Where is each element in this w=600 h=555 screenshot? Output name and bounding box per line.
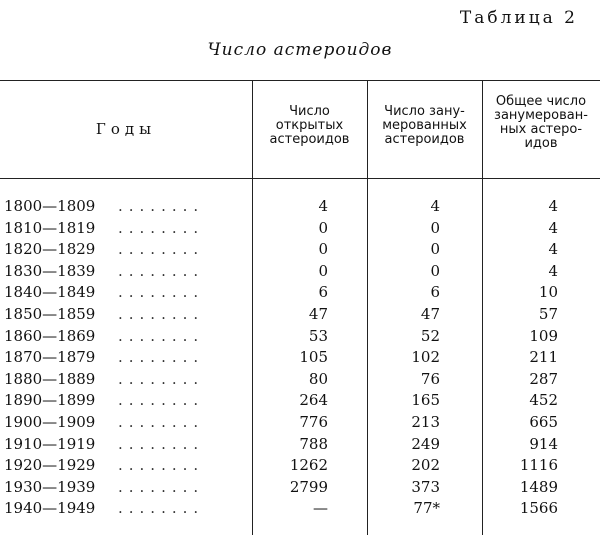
table-row: [0, 304, 600, 326]
table-row: [0, 261, 600, 283]
numbered-cell: 52: [420, 326, 440, 345]
leader-dots: ........: [118, 391, 205, 410]
leader-dots: ........: [118, 499, 205, 518]
discovered-cell: 47: [308, 304, 328, 323]
table-row: [0, 455, 600, 477]
table-row: [0, 282, 600, 304]
total-cell: 1489: [519, 477, 558, 496]
discovered-cell: —: [313, 499, 328, 518]
header-rule: [0, 178, 600, 179]
years-cell: 1820—1829: [4, 240, 96, 259]
numbered-cell: 4: [430, 197, 440, 215]
leader-dots: ........: [118, 240, 205, 259]
total-cell: 4: [548, 218, 558, 237]
years-cell: 1900—1909: [4, 412, 96, 431]
years-cell: 1800—1809: [4, 197, 96, 215]
numbered-cell: 76: [420, 369, 440, 388]
total-cell: 4: [548, 261, 558, 280]
total-cell: 57: [538, 304, 558, 323]
years-cell: 1860—1869: [4, 326, 96, 345]
discovered-cell: 80: [308, 369, 328, 388]
leader-dots: ........: [118, 477, 205, 496]
leader-dots: ........: [118, 218, 205, 237]
discovered-cell: 2799: [289, 477, 328, 496]
total-cell: 287: [529, 369, 558, 388]
table-row: [0, 369, 600, 391]
table-body: [0, 196, 600, 520]
total-cell: 4: [548, 197, 558, 215]
top-rule: [0, 80, 600, 81]
total-cell: 211: [529, 348, 558, 367]
header-discovered: Число открытых астероидов: [269, 104, 350, 147]
numbered-cell: 249: [411, 434, 440, 453]
table-row: [0, 434, 600, 456]
table-row: [0, 477, 600, 499]
leader-dots: ........: [118, 261, 205, 280]
years-cell: 1930—1939: [4, 477, 96, 496]
leader-dots: ........: [118, 369, 205, 388]
table-caption: Число астероидов: [207, 40, 393, 60]
years-cell: 1890—1899: [4, 391, 96, 410]
table-row: [0, 347, 600, 369]
discovered-cell: 1262: [289, 456, 328, 475]
numbered-cell: 0: [430, 261, 440, 280]
numbered-cell: 102: [411, 348, 440, 367]
years-cell: 1880—1889: [4, 369, 96, 388]
discovered-cell: 6: [318, 283, 328, 302]
discovered-cell: 776: [299, 412, 328, 431]
total-cell: 4: [548, 240, 558, 259]
leader-dots: ........: [118, 434, 205, 453]
header-total-numbered: Общее число занумерован- ных астеро- идов: [494, 94, 588, 151]
discovered-cell: 0: [318, 261, 328, 280]
table-row: [0, 412, 600, 434]
total-cell: 665: [529, 412, 558, 431]
total-cell: 109: [529, 326, 558, 345]
table-number-label: Таблица 2: [459, 8, 578, 28]
table-row: [0, 326, 600, 348]
total-cell: 452: [529, 391, 558, 410]
header-numbered: Число зану- мерованных астероидов: [382, 104, 467, 147]
leader-dots: ........: [118, 326, 205, 345]
years-cell: 1830—1839: [4, 261, 96, 280]
years-cell: 1840—1849: [4, 283, 96, 302]
years-cell: 1850—1859: [4, 304, 96, 323]
leader-dots: ........: [118, 304, 205, 323]
years-cell: 1910—1919: [4, 434, 96, 453]
table-row: [0, 239, 600, 261]
years-cell: 1810—1819: [4, 218, 96, 237]
leader-dots: ........: [118, 348, 205, 367]
numbered-cell: 165: [411, 391, 440, 410]
leader-dots: ........: [118, 456, 205, 475]
leader-dots: ........: [118, 283, 205, 302]
discovered-cell: 0: [318, 218, 328, 237]
years-cell: 1940—1949: [4, 499, 96, 518]
years-cell: 1920—1929: [4, 456, 96, 475]
numbered-cell: 6: [430, 283, 440, 302]
total-cell: 10: [538, 283, 558, 302]
table-row: [0, 498, 600, 520]
total-cell: 1566: [519, 499, 558, 518]
discovered-cell: 264: [299, 391, 328, 410]
numbered-cell: 202: [411, 456, 440, 475]
table-row: [0, 390, 600, 412]
table-row: [0, 196, 600, 218]
leader-dots: ........: [118, 197, 205, 215]
numbered-cell: 0: [430, 218, 440, 237]
discovered-cell: 4: [318, 197, 328, 215]
header-years: Годы: [95, 120, 157, 138]
discovered-cell: 0: [318, 240, 328, 259]
numbered-cell: 0: [430, 240, 440, 259]
discovered-cell: 105: [299, 348, 328, 367]
numbered-cell: 47: [420, 304, 440, 323]
leader-dots: ........: [118, 412, 205, 431]
years-cell: 1870—1879: [4, 348, 96, 367]
discovered-cell: 788: [299, 434, 328, 453]
discovered-cell: 53: [308, 326, 328, 345]
numbered-cell: 213: [411, 412, 440, 431]
total-cell: 1116: [519, 456, 558, 475]
total-cell: 914: [529, 434, 558, 453]
table-row: [0, 218, 600, 240]
numbered-cell: 77*: [413, 499, 440, 518]
numbered-cell: 373: [411, 477, 440, 496]
